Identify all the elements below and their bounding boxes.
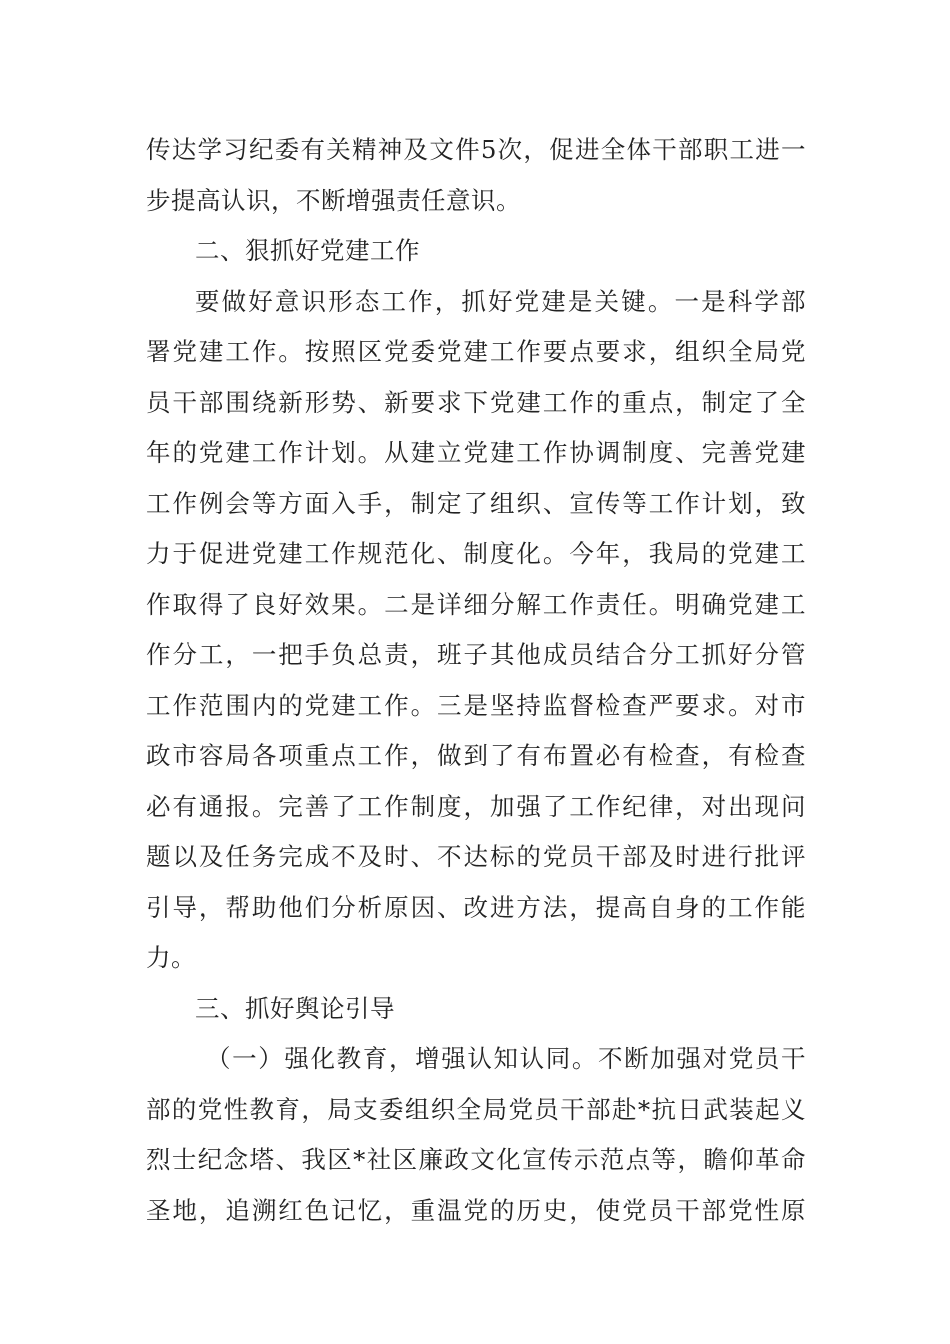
section-heading: 三、抓好舆论引导 <box>195 993 395 1023</box>
section-heading: 二、狠抓好党建工作 <box>195 236 420 265</box>
paragraph-line: 力于促进党建工作规范化、制度化。今年，我局的党建工 <box>146 539 806 568</box>
paragraph-line: 署党建工作。按照区党委党建工作要点要求，组织全局党 <box>146 337 806 366</box>
paragraph-line: 圣地，追溯红色记忆，重温党的历史，使党员干部党性原 <box>146 1195 806 1225</box>
paragraph-line: 工作例会等方面入手，制定了组织、宣传等工作计划，致 <box>146 488 806 518</box>
paragraph-line: （一）强化教育，增强认知认同。不断加强对党员干 <box>206 1044 806 1073</box>
paragraph-line: 题以及任务完成不及时、不达标的党员干部及时进行批评 <box>146 842 806 871</box>
paragraph-line: 作取得了良好效果。二是详细分解工作责任。明确党建工 <box>146 589 806 619</box>
paragraph-line: 力。 <box>146 943 196 972</box>
paragraph-line: 政市容局各项重点工作，做到了有布置必有检查，有检查 <box>146 741 806 770</box>
paragraph-line: 烈士纪念塔、我区*社区廉政文化宣传示范点等，瞻仰革命 <box>146 1145 806 1174</box>
paragraph-line: 员干部围绕新形势、新要求下党建工作的重点，制定了全 <box>146 387 806 417</box>
paragraph-line: 作分工，一把手负总责，班子其他成员结合分工抓好分管 <box>146 640 806 669</box>
paragraph-line: 引导，帮助他们分析原因、改进方法，提高自身的工作能 <box>146 892 806 922</box>
paragraph-line: 步提高认识，不断增强责任意识。 <box>146 185 521 215</box>
paragraph-line: 传达学习纪委有关精神及文件5次，促进全体干部职工进一 <box>146 135 806 164</box>
paragraph-line: 工作范围内的党建工作。三是坚持监督检查严要求。对市 <box>146 690 806 720</box>
paragraph-line: 部的党性教育，局支委组织全局党员干部赴*抗日武装起义 <box>146 1094 806 1124</box>
paragraph-line: 要做好意识形态工作，抓好党建是关键。一是科学部 <box>195 286 806 316</box>
document-body <box>146 125 806 1236</box>
paragraph-line: 年的党建工作计划。从建立党建工作协调制度、完善党建 <box>146 438 806 467</box>
paragraph-line: 必有通报。完善了工作制度，加强了工作纪律，对出现问 <box>146 791 806 821</box>
